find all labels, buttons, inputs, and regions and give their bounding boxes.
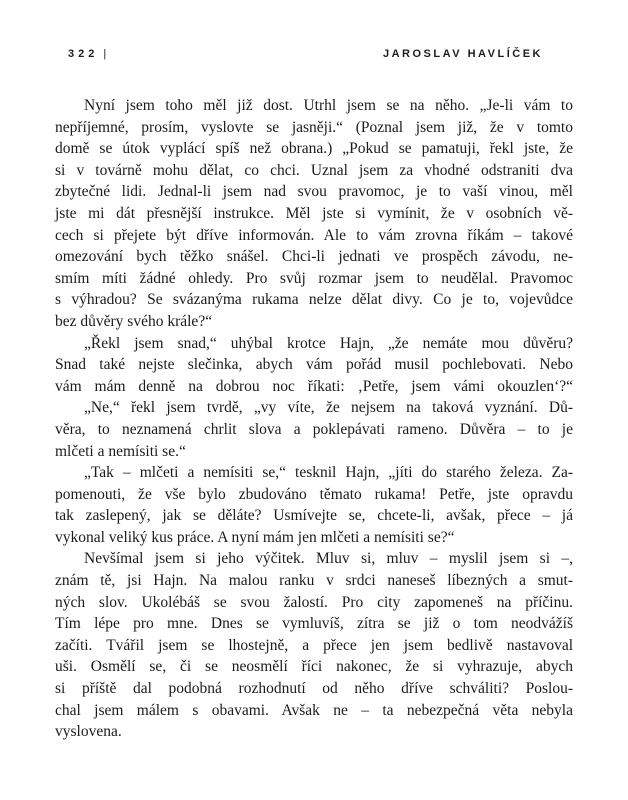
text-line: nepříjemné, prosím, vyslovte se jasněji.“ (Poznal jsem již, že v tomto — [55, 118, 573, 136]
text-line: pomenouti, že vše bylo zbudováno těmato rukama! Petře, jste opravdu — [55, 485, 573, 503]
text-line: „Tak – mlčeti a nemísiti se,“ tesknil Hajn, „jíti do starého železa. Za- — [84, 464, 573, 482]
text-line: chal jsem málem s obavami. Avšak ne – ta nebezpečná věta nebyla — [55, 701, 573, 719]
text-line: domě se útok vyplácí spíš než obrana.) „Pokud se pamatuji, řekl jste, že — [55, 140, 573, 158]
folio-separator: | — [103, 48, 111, 60]
text-line: věra, to neznamená chrlit slova a poklepávati rameno. Důvěra – to je — [55, 420, 573, 438]
page-number-value: 322 — [68, 48, 99, 60]
text-line: bez důvěry svého krále?“ — [55, 312, 213, 330]
text-line: začíti. Tvářil jsem se lhostejně, a přece jen jsem bedlivě nastavoval — [55, 636, 573, 654]
text-line: ných slov. Ukolébáš se svou žalostí. Pro city zapomeneš na příčinu. — [55, 593, 573, 611]
text-line: Nyní jsem toho měl již dost. Utrhl jsem se na něho. „Je-li vám to — [84, 97, 573, 114]
text-line: si příště dal podobná rozhodnutí od něho dříve schváliti? Poslou- — [55, 680, 573, 698]
text-line: vám mám denně na dobrou noc říkati: ‚Petře, jsem vámi okouzlen‘?“ — [55, 377, 573, 395]
running-header-author: JAROSLAV HAVLÍČEK — [382, 48, 543, 60]
text-line: omezování bych těžko snášel. Chci-li jednati ve prospěch závodu, ne- — [55, 248, 573, 266]
text-line: Tím lépe pro mne. Dnes se vymluvíš, zítra se již o tom neodvážíš — [55, 615, 573, 633]
text-line: si v továrně mohu dělat, co chci. Uznal jsem za vhodné odstraniti dva — [55, 161, 573, 179]
text-line: zbytečné lidi. Jednal-li jsem nad svou pravomoc, je to vaší vinou, měl — [55, 183, 573, 201]
text-line: vykonal veliký kus práce. A nyní mám jen mlčeti a nemísiti se?“ — [55, 528, 455, 546]
text-line: tak zaslepený, jak se děláte? Usmívejte se, chcete-li, avšak, přece – já — [55, 507, 573, 525]
text-line: jste mi dát přesnější instrukce. Měl jste si vymínit, že v osobních vě- — [55, 204, 573, 222]
text-line: uši. Osmělí se, či se neosmělí říci nakonec, že si vyhrazuje, abych — [55, 658, 573, 676]
text-line: mlčeti a nemísiti se.“ — [55, 442, 186, 460]
text-block — [55, 95, 573, 743]
text-line: s výhradou? Se svázanýma rukama nelze dělat divy. Co je to, vojevůdce — [55, 291, 573, 309]
text-line: cech si přejete být dříve informován. Ale to vám zrovna říkám – takové — [55, 226, 573, 244]
text-line: vyslovena. — [55, 723, 122, 741]
text-line: Nevšímal jsem si jeho výčitek. Mluv si, mluv – myslil jsem si –, — [84, 550, 573, 568]
text-line: Snad také nejste slečinka, abych vám pořád musil pochlebovati. Nebo — [55, 356, 573, 374]
running-header — [0, 46, 628, 62]
text-line: smím míti žádné ohledy. Pro svůj rozmar jsem to neudělal. Pravomoc — [55, 269, 573, 287]
text-line: znám tě, jsi Hajn. Na malou ranku v srdci naneseš líbezných a smut- — [55, 572, 573, 590]
text-line: „Řekl jsem snad,“ uhýbal krotce Hajn, „že nemáte mou důvěru? — [84, 334, 573, 352]
page-number — [68, 46, 110, 62]
text-line: „Ne,“ řekl jsem tvrdě, „vy víte, že nejsem na taková vyznání. Dů- — [84, 399, 573, 417]
